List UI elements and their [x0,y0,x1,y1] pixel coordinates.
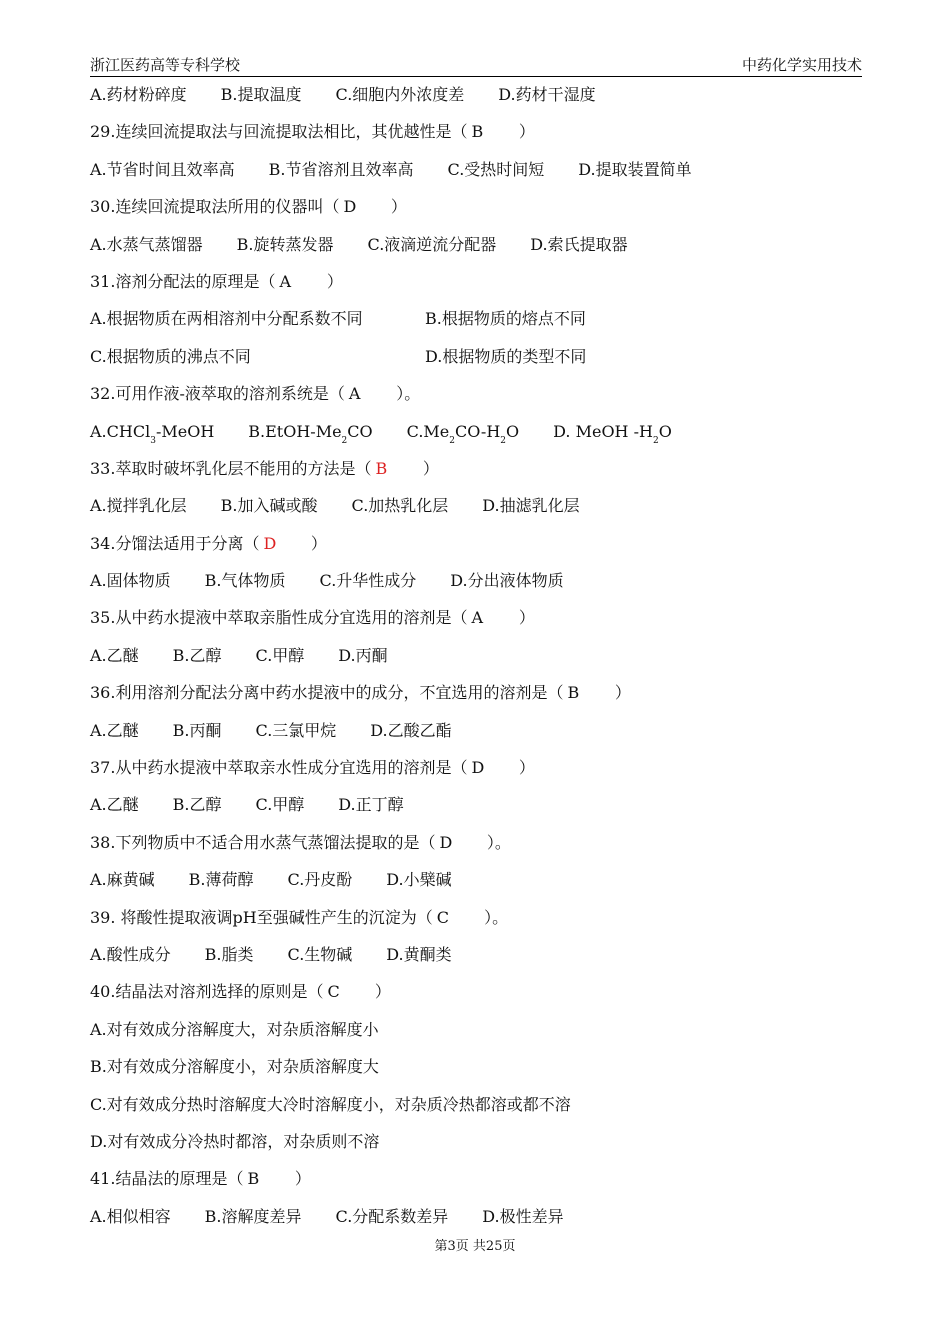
question-close: ）。 [396,384,421,404]
option: C.甲醇 [255,645,305,665]
option: B.丙酮 [172,720,222,740]
option: D.正丁醇 [338,795,404,815]
option: A.麻黄碱 [90,870,155,890]
answer-letter: D [439,832,453,852]
answer-letter: B [375,458,388,478]
option: B.提取温度 [220,85,302,104]
option: D.药材干湿度 [498,85,596,104]
option: D.分出液体物质 [450,571,564,591]
question [90,603,870,640]
question-text: 41.结晶法的原理是（ [90,1169,244,1189]
question [90,454,870,491]
option: A.乙醚 [90,720,139,740]
option: A.固体物质 [90,571,171,591]
question-close: ） [518,122,535,142]
option: B.根据物质的熔点不同 [425,309,586,329]
question [90,828,870,865]
option: C.加热乳化层 [351,496,449,516]
question [90,903,870,940]
option: D.极性差异 [482,1206,564,1226]
answer-letter: B [471,122,484,142]
option: A.药材粉碎度 [90,85,187,104]
question-text: 40.结晶法对溶剂选择的原则是（ [90,982,324,1002]
answer-letter: B [567,683,580,703]
options-row [90,641,870,678]
formula-options-row [90,417,870,454]
answer-letter: C [436,907,449,927]
option: C.甲醇 [255,795,305,815]
question-text: 32.可用作液-液萃取的溶剂系统是（ [90,384,345,404]
question-text: 30.连续回流提取法所用的仪器叫（ [90,197,340,217]
answer-letter: D [263,533,277,553]
question-text: 29.连续回流提取法与回流提取法相比，其优越性是（ [90,122,468,142]
question-close: ） [294,1169,311,1189]
question-text: 33.萃取时破坏乳化层不能用的方法是（ [90,458,372,478]
question-close: ） [518,608,535,628]
option: C.升华性成分 [319,571,417,591]
options-row [90,790,870,827]
option: B.乙醇 [172,645,222,665]
answer-letter: A [279,271,292,291]
answer-letter: A [471,608,484,628]
options-row [90,1202,870,1239]
option: C.三氯甲烷 [255,720,337,740]
option: A.乙醚 [90,795,139,815]
page-footer: 第3页 共25页 [434,1239,516,1254]
option: D.丙酮 [338,645,388,665]
option: D.根据物质的类型不同 [425,346,587,366]
question-text: 38.下列物质中不适合用水蒸气蒸馏法提取的是（ [90,832,436,852]
question-close: ） [518,758,535,778]
question-text: 31.溶剂分配法的原理是（ [90,271,276,291]
question-close: ） [614,683,631,703]
question-close: ） [390,197,407,217]
options-row [90,716,870,753]
question-text: 39. 将酸性提取液调pH至强碱性产生的沉淀为（ [90,907,433,927]
answer-letter: C [327,982,340,1002]
page-header [90,52,862,77]
option: B.加入碱或酸 [220,496,318,516]
question [90,379,870,416]
option: B.薄荷醇 [188,870,254,890]
question-text: 35.从中药水提液中萃取亲脂性成分宜选用的溶剂是（ [90,608,468,628]
options-row [90,865,870,902]
question [90,977,870,1014]
option: A.搅拌乳化层 [90,496,187,516]
option: D.索氏提取器 [530,234,628,254]
options-row [90,80,870,117]
question [90,678,870,715]
option: C.液滴逆流分配器 [367,234,497,254]
option: D.抽滤乳化层 [482,496,580,516]
option: B.脂类 [204,944,254,964]
answer-letter: D [471,758,485,778]
question-close: ）。 [484,907,509,927]
option: A.水蒸气蒸馏器 [90,234,203,254]
question [90,529,870,566]
options-row [90,230,870,267]
option: C.生物碱 [287,944,353,964]
options-row [90,155,870,192]
course-name: 中药化学实用技术 [741,56,862,74]
option: C.分配系数差异 [335,1206,449,1226]
option: D.提取装置简单 [578,159,692,179]
question-list [90,80,870,1239]
question [90,267,870,304]
answer-letter: D [343,197,357,217]
question [90,117,870,154]
options-row [90,342,870,379]
option: A.酸性成分 [90,944,171,964]
question-close: ） [422,458,439,478]
option: B.溶解度差异 [204,1206,302,1226]
options-row [90,304,870,341]
option: B.乙醇 [172,795,222,815]
option: $C.Me_2CO-H_2O$ [406,421,520,446]
question-text: 36.利用溶剂分配法分离中药水提液中的成分，不宜选用的溶剂是（ [90,683,564,703]
option: D.黄酮类 [386,944,452,964]
option: C.根据物质的沸点不同 [90,346,251,366]
option: B.节省溶剂且效率高 [268,159,414,179]
option: A.乙醚 [90,645,139,665]
option-line: B.对有效成分溶解度小，对杂质溶解度大 [90,1057,379,1077]
option: D. MeOH $-H_2O$ [553,421,672,446]
question [90,1164,870,1201]
option: B.旋转蒸发器 [236,234,334,254]
option-line: D.对有效成分冷热时都溶，对杂质则不溶 [90,1131,380,1151]
answer-letter: B [247,1169,260,1189]
option: $B.EtOH-Me_2CO$ [248,421,373,446]
question-text: 37.从中药水提液中萃取亲水性成分宜选用的溶剂是（ [90,758,468,778]
option: D.小檗碱 [386,870,452,890]
question-close: ） [374,982,391,1002]
option: B.气体物质 [204,571,286,591]
option-line: C.对有效成分热时溶解度大冷时溶解度小，对杂质冷热都溶或都不溶 [90,1094,571,1114]
option-line: A.对有效成分溶解度大，对杂质溶解度小 [90,1019,379,1039]
question-close: ）。 [486,832,511,852]
options-row [90,566,870,603]
option: A.相似相容 [90,1206,171,1226]
question [90,753,870,790]
options-row [90,940,870,977]
question-close: ） [310,533,327,553]
answer-letter: A [348,384,361,404]
question-close: ） [326,271,343,291]
option: C.细胞内外浓度差 [335,85,465,104]
options-row [90,491,870,528]
option: C.受热时间短 [447,159,545,179]
question [90,192,870,229]
option: A.节省时间且效率高 [90,159,235,179]
school-name: 浙江医药高等专科学校 [90,56,241,74]
option: A.CHCl$_3$-MeOH [90,421,215,446]
question-text: 34.分馏法适用于分离（ [90,533,260,553]
option: D.乙酸乙酯 [370,720,452,740]
option: C.丹皮酚 [287,870,353,890]
option: A.根据物质在两相溶剂中分配系数不同 [90,309,363,329]
